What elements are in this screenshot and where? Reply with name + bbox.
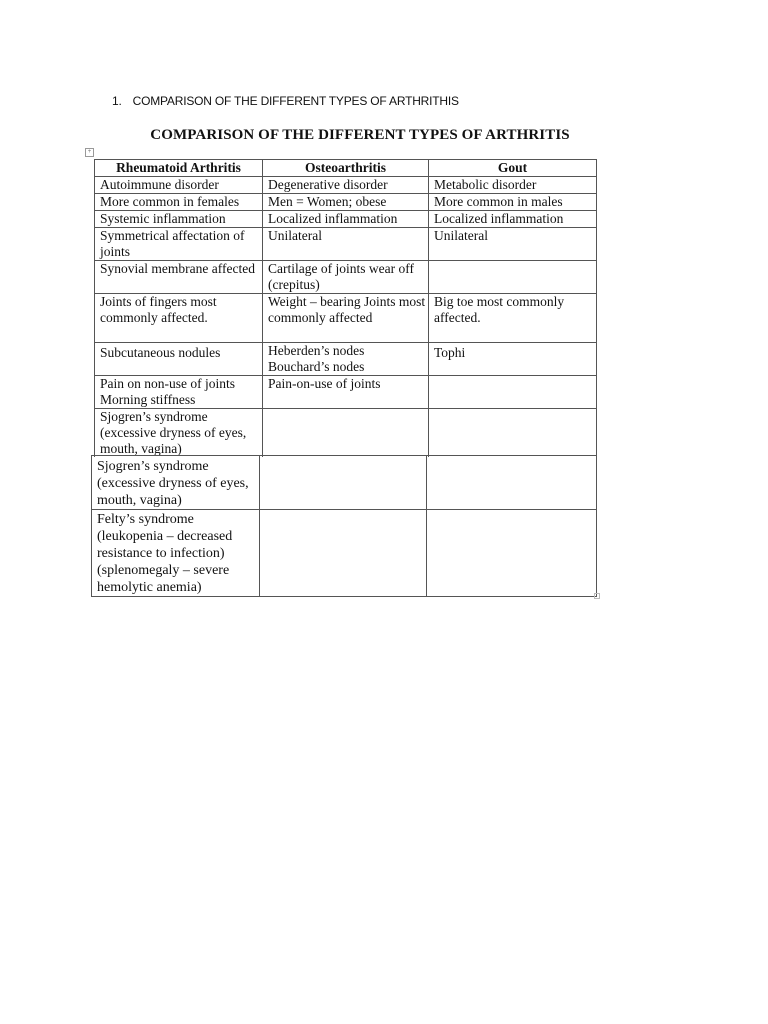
table-cell: Symmetrical affectation of joints: [95, 228, 263, 261]
table-row: [95, 343, 597, 376]
table-move-handle-icon[interactable]: +: [85, 148, 94, 157]
table-header-row: [95, 160, 597, 177]
table-cell: Localized inflammation: [429, 211, 597, 228]
table-cell: Heberden’s nodes Bouchard’s nodes: [263, 343, 429, 376]
table-row: [95, 211, 597, 228]
table-cell: [260, 510, 427, 597]
table-row: [95, 228, 597, 261]
table-cell: Pain-on-use of joints: [263, 376, 429, 409]
table-cell: Unilateral: [429, 228, 597, 261]
table-cell: [429, 376, 597, 409]
header-gout: Gout: [429, 160, 597, 177]
table-resize-handle-icon[interactable]: [594, 593, 600, 599]
table-title: COMPARISON OF THE DIFFERENT TYPES OF ARTHRITIS: [150, 127, 570, 143]
table-cell: Tophi: [429, 343, 597, 376]
table-cell: Unilateral: [263, 228, 429, 261]
comparison-table: [94, 159, 597, 457]
table-cell: [263, 409, 429, 458]
table-cell: Subcutaneous nodules: [95, 343, 263, 376]
table-row: [95, 194, 597, 211]
table-cell: Sjogren’s syndrome (excessive dryness of eyes, mouth, vagina): [95, 409, 263, 458]
table-cell: Sjogren’s syndrome (excessive dryness of eyes, mouth, vagina): [92, 456, 260, 510]
table-cell: More common in males: [429, 194, 597, 211]
table-row: [92, 456, 597, 510]
table-cell: Men = Women; obese: [263, 194, 429, 211]
table-cell: Synovial membrane affected: [95, 261, 263, 294]
table-row: [95, 376, 597, 409]
table-cell: Systemic inflammation: [95, 211, 263, 228]
header-rheumatoid-arthritis: Rheumatoid Arthritis: [95, 160, 263, 177]
table-row: [95, 177, 597, 194]
table-row: [95, 261, 597, 294]
table-row: [95, 294, 597, 343]
table-cell: Cartilage of joints wear off (crepitus): [263, 261, 429, 294]
comparison-table-continued: [91, 455, 597, 597]
table-row: [92, 510, 597, 597]
list-heading-text: COMPARISON OF THE DIFFERENT TYPES OF ARTHRITHIS: [132, 94, 459, 108]
table-cell: Felty’s syndrome (leukopenia – decreased resistance to infection) (splenomegaly – severe hemolytic anemia): [92, 510, 260, 597]
table-cell: [429, 409, 597, 458]
table-cell: Big toe most commonly affected.: [429, 294, 597, 343]
table-cell: [429, 261, 597, 294]
table-cell: Joints of fingers most commonly affected.: [95, 294, 263, 343]
table-cell: Pain on non-use of joints Morning stiffness: [95, 376, 263, 409]
table-cell: [427, 456, 597, 510]
table-cell: [260, 456, 427, 510]
table-cell: More common in females: [95, 194, 263, 211]
list-number: 1.: [112, 94, 122, 108]
table-cell: Metabolic disorder: [429, 177, 597, 194]
table-cell: Autoimmune disorder: [95, 177, 263, 194]
header-osteoarthritis: Osteoarthritis: [263, 160, 429, 177]
list-heading: [112, 94, 459, 108]
table-cell: Weight – bearing Joints most commonly affected: [263, 294, 429, 343]
table-cell: Degenerative disorder: [263, 177, 429, 194]
table-cell: [427, 510, 597, 597]
table-row: [95, 409, 597, 458]
table-cell: Localized inflammation: [263, 211, 429, 228]
